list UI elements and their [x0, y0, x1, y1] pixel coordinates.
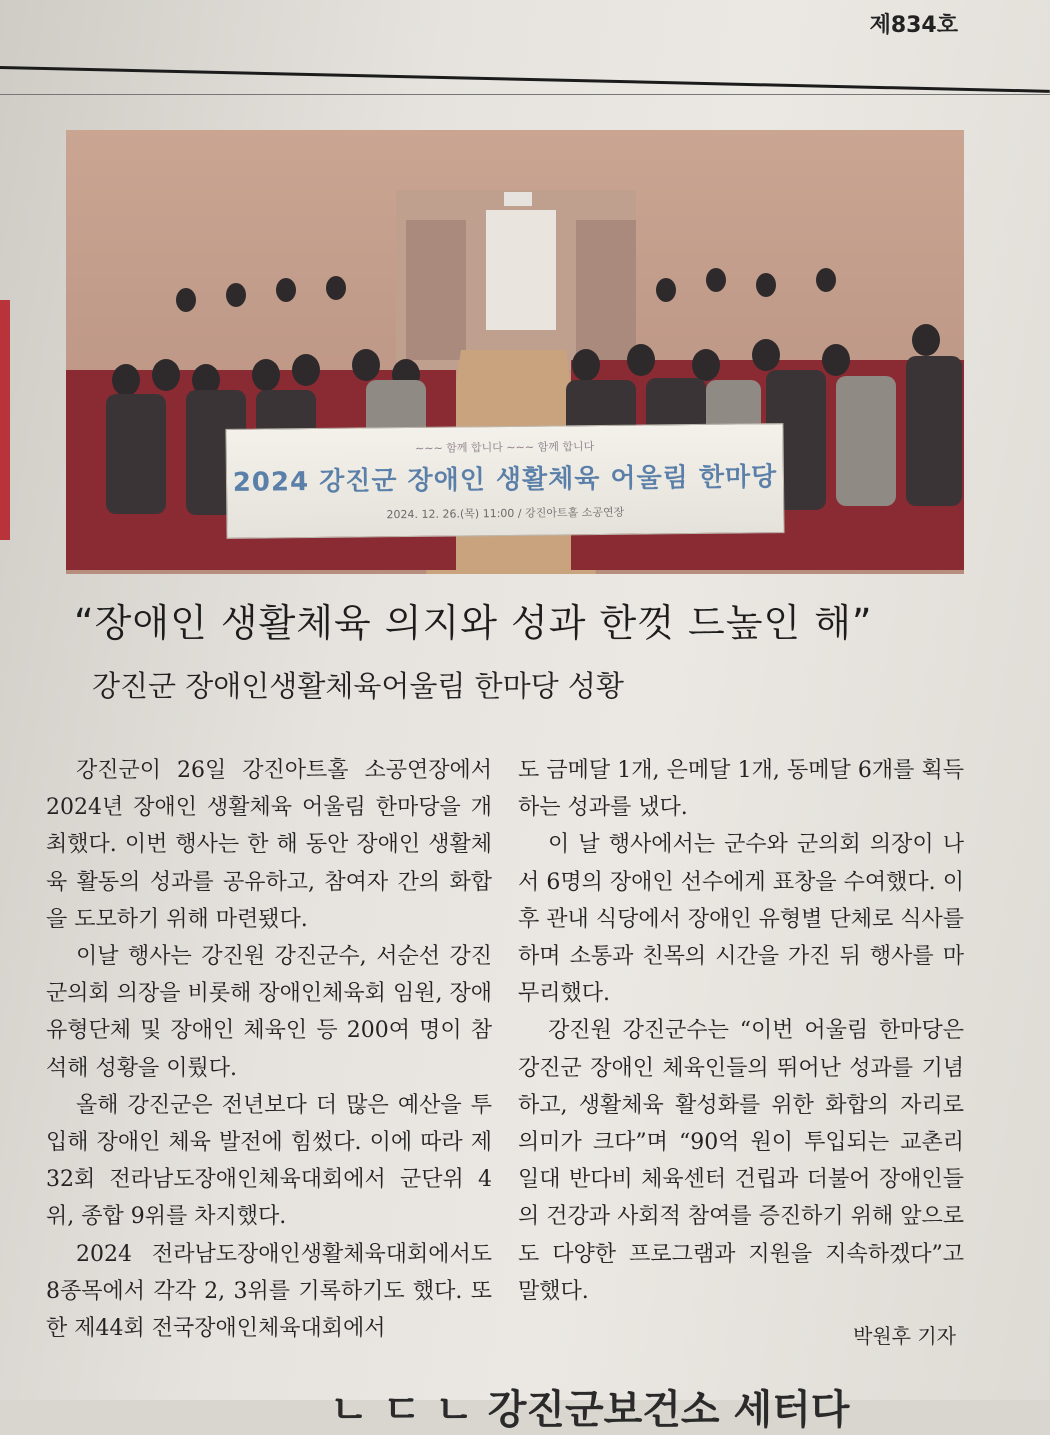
paragraph: 올해 강진군은 전년보다 더 많은 예산을 투입해 장애인 체육 발전에 힘썼다. 이에 따라 제32회 전라남도장애인체육대회에서 군단위 4위, 종합 9위를 차지했다.	[46, 1092, 492, 1230]
paragraph: 도 금메달 1개, 은메달 1개, 동메달 6개를 획득하는 성과를 냈다.	[518, 758, 964, 821]
paragraph: 이 날 행사에서는 군수와 군의회 의장이 나서 6명의 장애인 선수에게 표창을 수여했다. 이후 관내 식당에서 장애인 유형별 단체로 식사를 하며 소통과 친목의 시간을 가진 뒤 행사를 마무리했다.	[518, 832, 964, 1007]
event-banner	[225, 423, 784, 539]
article-column-right	[518, 752, 964, 1310]
adjacent-page-edge	[0, 300, 10, 540]
next-article-headline-cut: ㄴ ㄷ ㄴ 강진군보건소 세터다	[330, 1387, 850, 1433]
article-column-left	[46, 752, 492, 1347]
event-photo	[66, 130, 964, 574]
banner-date-venue: 2024. 12. 26.(목) 11:00 / 강진아트홀 소공연장	[386, 505, 625, 522]
header-thin-rule	[0, 94, 1050, 95]
article-subheadline: 강진군 장애인생활체육어울림 한마당 성황	[92, 669, 624, 703]
banner-slogan: ~~~ 함께 합니다 ~~~ 함께 합니다	[415, 440, 595, 455]
paragraph: 이날 행사는 강진원 강진군수, 서순선 강진군의회 의장을 비롯해 장애인체육회 임원, 장애유형단체 및 장애인 체육인 등 200여 명이 참석해 성황을 이뤘다.	[46, 944, 492, 1081]
article-headline: “장애인 생활체육 의지와 성과 한껏 드높인 해”	[74, 601, 873, 645]
header-rule	[0, 66, 1050, 93]
reporter-byline: 박원후 기자	[853, 1324, 956, 1348]
banner-title: 2024 강진군 장애인 생활체육 어울림 한마당	[232, 462, 778, 498]
issue-number: 제834호	[869, 13, 958, 38]
paragraph: 강진군이 26일 강진아트홀 소공연장에서 2024년 장애인 생활체육 어울림 한마당을 개최했다. 이번 행사는 한 해 동안 장애인 생활체육 활동의 성과를 공유하고, 참여자 간의 화합을 도모하기 위해 마련됐다.	[46, 758, 492, 932]
paragraph: 강진원 강진군수는 “이번 어울림 한마당은 강진군 장애인 체육인들의 뛰어난 성과를 기념하고, 생활체육 활성화를 위한 화합의 자리로 의미가 크다”며 “90억 원이 투입되는 교촌리 일대 반다비 체육센터 건립과 더불어 장애인들의 건강과 사회적 참여를 증진하기 위해 앞으로도 다양한 프로그램과 지원을 지속하겠다”고 말했다.	[518, 1018, 964, 1304]
paragraph: 2024 전라남도장애인생활체육대회에서도 8종목에서 각각 2, 3위를 기록하기도 했다. 또한 제44회 전국장애인체육대회에서	[46, 1241, 492, 1342]
